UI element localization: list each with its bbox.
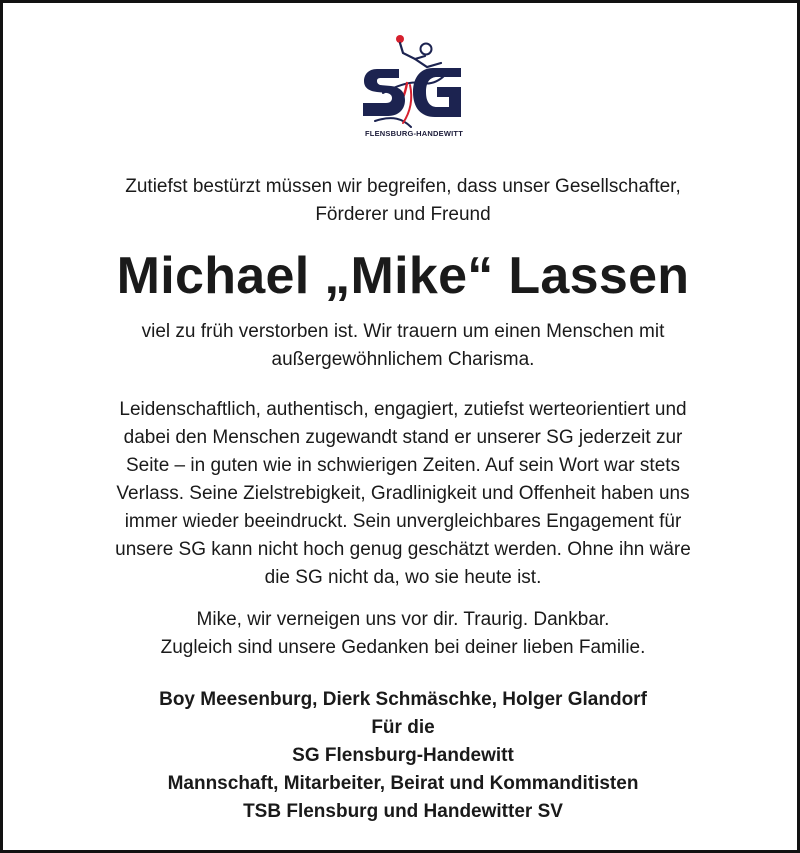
tribute-line: Leidenschaftlich, authentisch, engagiert, zutiefst werteorientiert und xyxy=(119,399,687,420)
after-name-line: außergewöhnlichem Charisma. xyxy=(271,349,535,370)
tribute-line: Verlass. Seine Zielstrebigkeit, Gradlinigkeit und Offenheit haben uns xyxy=(116,483,690,504)
thanks-line: Mike, wir verneigen uns vor dir. Traurig. Dankbar. xyxy=(196,609,610,630)
signature-block xyxy=(23,686,783,826)
tribute-line: Seite – in guten wie in schwierigen Zeiten. Auf sein Wort war stets xyxy=(125,455,681,476)
thanks-line: Zugleich sind unsere Gedanken bei deiner lieben Familie. xyxy=(160,637,646,658)
handball-player-icon xyxy=(353,23,473,143)
tribute-line: dabei den Menschen zugewandt stand er unserer SG jederzeit zur xyxy=(123,427,683,448)
deceased-name: Michael „Mike“ Lassen xyxy=(116,247,690,305)
intro-line: Zutiefst bestürzt müssen wir begreifen, dass unser Gesellschafter, xyxy=(125,176,681,197)
signature-line: Boy Meesenburg, Dierk Schmäschke, Holger Glandorf xyxy=(159,689,647,710)
intro-text xyxy=(23,173,783,229)
thanks-text xyxy=(23,606,783,662)
tribute-line: die SG nicht da, wo sie heute ist. xyxy=(264,567,542,588)
signature-line: Mannschaft, Mitarbeiter, Beirat und Kommanditisten xyxy=(167,773,639,794)
signature-line: SG Flensburg-Handewitt xyxy=(292,745,514,766)
after-name-text xyxy=(23,318,783,374)
after-name-line: viel zu früh verstorben ist. Wir trauern um einen Menschen mit xyxy=(141,321,665,342)
logo-caption: FLENSBURG-HANDEWITT xyxy=(365,129,463,138)
signature-line: Für die xyxy=(371,717,435,738)
tribute-line: immer wieder beeindruckt. Sein unvergleichbares Engagement für xyxy=(124,511,682,532)
signature-line: TSB Flensburg und Handewitter SV xyxy=(243,801,563,822)
tribute-line: unsere SG kann nicht hoch genug geschätzt werden. Ohne ihn wäre xyxy=(115,539,691,560)
intro-line: Förderer und Freund xyxy=(315,204,491,225)
tribute-paragraph xyxy=(23,396,783,592)
